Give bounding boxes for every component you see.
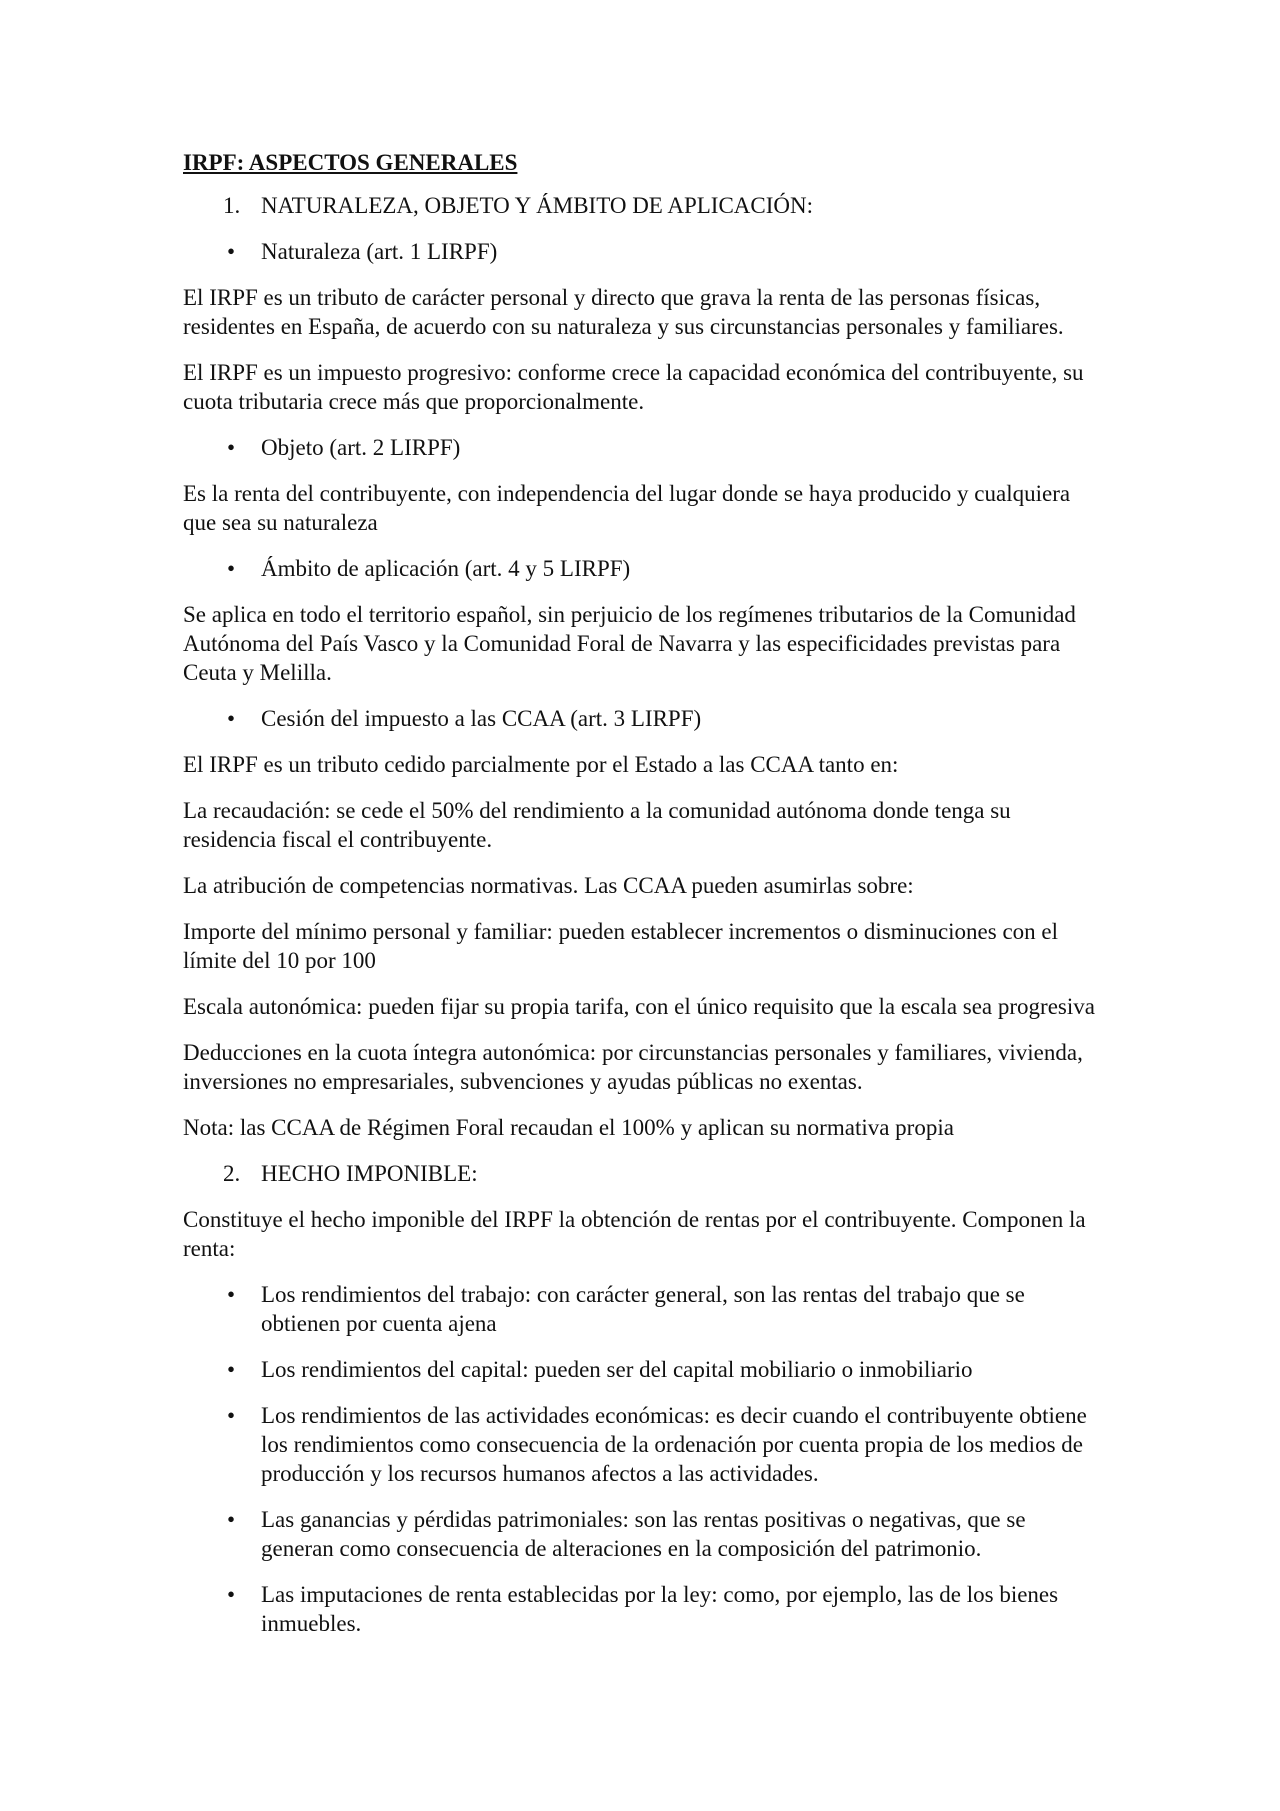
list-item-text: Ámbito de aplicación (art. 4 y 5 LIRPF) bbox=[261, 556, 631, 581]
list-item-text: Cesión del impuesto a las CCAA (art. 3 LIRPF) bbox=[261, 706, 702, 731]
paragraph: Constituye el hecho imponible del IRPF la obtención de rentas por el contribuyente. Componen la renta: bbox=[183, 1207, 1086, 1261]
paragraph: La atribución de competencias normativas. Las CCAA pueden asumirlas sobre: bbox=[183, 873, 914, 898]
bullet-icon: • bbox=[227, 556, 236, 581]
paragraph: Deducciones en la cuota íntegra autonómica: por circunstancias personales y familiares, vivienda, inversiones no empresariales, subvenciones y ayudas públicas no exentas. bbox=[183, 1040, 1083, 1094]
list-item-text: HECHO IMPONIBLE: bbox=[261, 1161, 478, 1186]
bullet-icon: • bbox=[227, 1507, 236, 1532]
list-item-text: Los rendimientos del trabajo: con carácter general, son las rentas del trabajo que se obtienen por cuenta ajena bbox=[261, 1282, 1025, 1336]
paragraph: Es la renta del contribuyente, con independencia del lugar donde se haya producido y cualquiera que sea su naturaleza bbox=[183, 481, 1071, 535]
bullet-item bbox=[183, 1580, 1103, 1638]
list-item-text: Los rendimientos del capital: pueden ser del capital mobiliario o inmobiliario bbox=[261, 1357, 973, 1382]
bullet-item bbox=[183, 554, 1103, 583]
document-title: IRPF: ASPECTOS GENERALES bbox=[183, 150, 518, 175]
paragraph: Escala autonómica: pueden fijar su propia tarifa, con el único requisito que la escala sea progresiva bbox=[183, 994, 1095, 1019]
paragraph: El IRPF es un tributo de carácter personal y directo que grava la renta de las personas físicas, residentes en España, de acuerdo con su naturaleza y sus circunstancias personales y familiares. bbox=[183, 285, 1064, 339]
bullet-item bbox=[183, 433, 1103, 462]
paragraph: Se aplica en todo el territorio español, sin perjuicio de los regímenes tributarios de la Comunidad Autónoma del País Vasco y la Comunidad Foral de Navarra y las especificidades previstas para Ceuta y Melilla. bbox=[183, 602, 1076, 685]
bullet-icon: • bbox=[227, 706, 236, 731]
bullet-icon: • bbox=[227, 1582, 236, 1607]
bullet-item bbox=[183, 1355, 1103, 1384]
list-item-text: Las imputaciones de renta establecidas por la ley: como, por ejemplo, las de los bienes inmuebles. bbox=[261, 1582, 1059, 1636]
bullet-icon: • bbox=[227, 1357, 236, 1382]
bullet-item bbox=[183, 1505, 1103, 1563]
bullet-item bbox=[183, 1401, 1103, 1488]
paragraph: La recaudación: se cede el 50% del rendimiento a la comunidad autónoma donde tenga su residencia fiscal el contribuyente. bbox=[183, 798, 1011, 852]
bullet-item bbox=[183, 1280, 1103, 1338]
list-item-text: NATURALEZA, OBJETO Y ÁMBITO DE APLICACIÓN: bbox=[261, 193, 813, 218]
list-item-text: Los rendimientos de las actividades económicas: es decir cuando el contribuyente obtiene los rendimientos como consecuencia de la ordenación por cuenta propia de los medios de producción y los recursos humanos afectos a las actividades. bbox=[261, 1403, 1087, 1486]
bullet-item bbox=[183, 704, 1103, 733]
paragraph: El IRPF es un impuesto progresivo: conforme crece la capacidad económica del contribuyente, su cuota tributaria crece más que proporcionalmente. bbox=[183, 360, 1084, 414]
document-body bbox=[183, 148, 1103, 1655]
list-number: 1. bbox=[223, 193, 241, 218]
bullet-icon: • bbox=[227, 1403, 236, 1428]
bullet-icon: • bbox=[227, 239, 236, 264]
numbered-heading bbox=[183, 191, 1103, 220]
list-item-text: Objeto (art. 2 LIRPF) bbox=[261, 435, 461, 460]
list-item-text: Naturaleza (art. 1 LIRPF) bbox=[261, 239, 498, 264]
bullet-icon: • bbox=[227, 435, 236, 460]
list-number: 2. bbox=[223, 1161, 241, 1186]
paragraph: El IRPF es un tributo cedido parcialmente por el Estado a las CCAA tanto en: bbox=[183, 752, 899, 777]
bullet-item bbox=[183, 237, 1103, 266]
numbered-heading bbox=[183, 1159, 1103, 1188]
bullet-icon: • bbox=[227, 1282, 236, 1307]
paragraph: Importe del mínimo personal y familiar: pueden establecer incrementos o disminuciones con el límite del 10 por 100 bbox=[183, 919, 1059, 973]
list-item-text: Las ganancias y pérdidas patrimoniales: son las rentas positivas o negativas, que se generan como consecuencia de alteraciones en la composición del patrimonio. bbox=[261, 1507, 1026, 1561]
paragraph: Nota: las CCAA de Régimen Foral recaudan el 100% y aplican su normativa propia bbox=[183, 1115, 954, 1140]
